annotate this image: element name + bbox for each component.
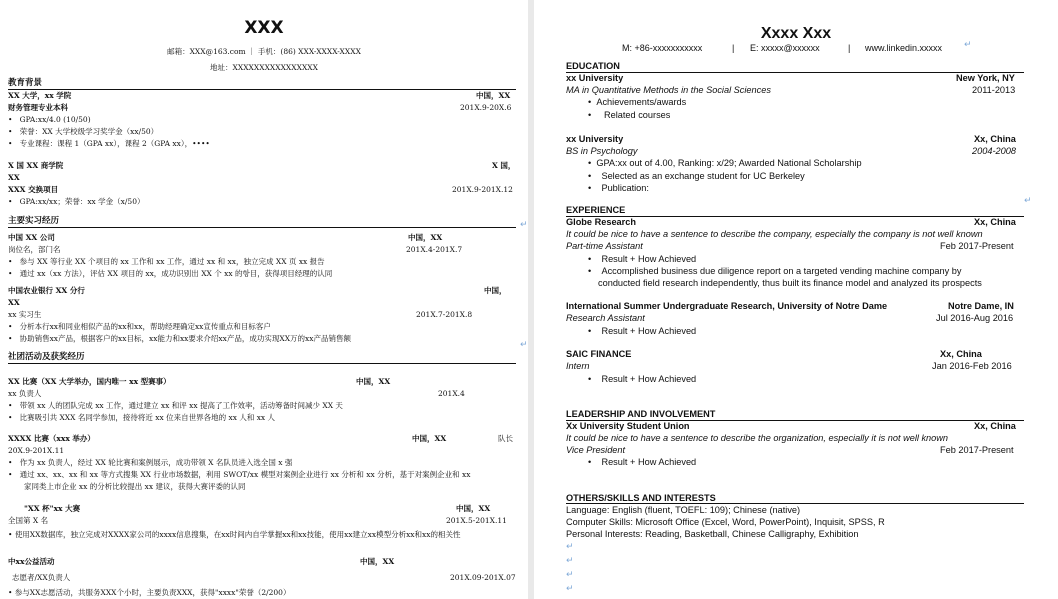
paragraph-mark-icon: ↵ <box>566 570 574 580</box>
paragraph-mark-icon: ↵ <box>964 40 972 50</box>
list-item: • 专业课程：课程 1（GPA xx），课程 2（GPA xx），•••• <box>8 139 210 148</box>
school-location: X 国， <box>492 161 516 170</box>
list-item: • 作为 xx 负责人，经过 XX 轮比赛和案例展示，成功带领 X 名队员进入选全国 x 强 <box>8 458 293 467</box>
leadership-role: Vice President <box>566 445 626 455</box>
company-location: 中国，XX <box>408 233 443 242</box>
organization-description: It could be nice to have a sentence to describe the organization, especially it is not well known <box>566 433 949 443</box>
activity-date: 20X.9-201X.11 <box>8 446 65 455</box>
section-heading-internship: 主要实习经历 <box>8 216 60 226</box>
paragraph-mark-icon: ↵ <box>566 584 574 594</box>
list-item: • 比赛吸引共 XXX 名同学参加，接待将近 xx 位来自世界各地的 xx 人和 xx 人 <box>8 413 276 422</box>
list-item: • 分析本行xx和同业相似产品的xx和xx，帮助经理确定xx宣传重点和目标客户 <box>8 322 271 331</box>
list-item: • Achievements/awards <box>588 97 687 107</box>
list-item: • 荣誉：XX 大学校级学习奖学金（xx/50） <box>8 127 159 136</box>
company-name: 中国农业银行 XX 分行 <box>8 286 85 295</box>
list-item: • Result + How Achieved <box>588 254 697 264</box>
list-item: • 参与 XX 等行业 XX 个项目的 xx 工作和 xx 工作，通过 xx 和 xx，独立完成 XX 页 xx 报告 <box>8 257 325 266</box>
university-name: xx University <box>566 134 624 144</box>
list-item: • Related courses <box>588 110 671 120</box>
company-location: Notre Dame, IN <box>948 301 1014 311</box>
activity-date: 201X.5-201X.11 <box>446 516 507 525</box>
activity-role: 志愿者/XX负责人 <box>12 573 71 582</box>
address-line: 地址：XXXXXXXXXXXXXXXX <box>210 63 318 72</box>
company-name: International Summer Undergraduate Research, University of Notre Dame <box>566 301 888 311</box>
leadership-date: Feb 2017-Present <box>940 445 1014 455</box>
list-item: • 带领 xx 人的团队完成 xx 工作，通过建立 xx 和评 xx 提高了工作效率，活动筹备时间减少 XX 天 <box>8 401 343 410</box>
list-item: • 使用XX数据库，独立完成对XXXX家公司的xxxx信息搜集，在xx时间内自学掌握xx和xx技能，使用xx建立xx模型分析xx和xx的相关性 <box>8 530 461 539</box>
list-item: • 通过 xx、xx、xx 和 xx 等方式搜集 XX 行业市场数据，利用 SWOT/xx 模型对案例企业进行 xx 分析和 xx 分析，基于对案例企业和 xx <box>8 470 471 479</box>
skills-interests: Personal Interests: Reading, Basketball, Chinese Calligraphy, Exhibition <box>566 529 859 539</box>
section-heading-education: 教育背景 <box>8 78 43 88</box>
list-item: • 协助销售xx产品，根据客户的xx目标，xx能力和xx要求介绍xx产品，成功实现XX万的xx产品销售额 <box>8 334 352 343</box>
paragraph-mark-icon: ↵ <box>520 340 528 350</box>
job-role: Research Assistant <box>566 313 645 323</box>
list-item: • GPA:xx/xx；荣誉：xx 学金（x/50） <box>8 197 145 206</box>
school-name: X 国 XX 商学院 <box>8 161 64 170</box>
chinese-resume-page <box>0 0 528 599</box>
activity-date: 201X.4 <box>438 389 465 398</box>
university-location: New York, NY <box>956 73 1015 83</box>
degree-date: 2011-2013 <box>972 85 1016 95</box>
paragraph-mark-icon: ↵ <box>520 220 528 230</box>
contact-mobile: M: +86-xxxxxxxxxxx <box>622 43 703 53</box>
contact-separator: | <box>732 43 735 53</box>
company-location: 中国， <box>484 286 507 295</box>
activity-location: 中国，XX <box>412 434 447 443</box>
activity-location: 中国，XX <box>456 504 491 513</box>
job-role: xx 实习生 <box>8 310 42 319</box>
list-item: • 参与XX志愿活动，共服务XXX个小时，主要负责XXX，获得"xxxx"荣誉（2/200） <box>8 588 291 597</box>
job-date: Jan 2016-Feb 2016 <box>932 361 1012 371</box>
contact-line: 邮箱：XXX@163.com ｜ 手机：(86) XXX-XXXX-XXXX <box>167 47 361 56</box>
list-item-cont: 家同类上市企业 xx 的分析比较提出 xx 建议，获得大赛评委的认同 <box>24 482 246 491</box>
job-date: Feb 2017-Present <box>940 241 1014 251</box>
section-heading-education: EDUCATION <box>566 61 620 71</box>
paragraph-mark-icon: ↵ <box>1024 196 1032 206</box>
list-item: • GPA:xx/4.0 (10/50) <box>8 115 91 124</box>
section-heading-activities: 社团活动及获奖经历 <box>8 352 85 362</box>
job-date: Jul 2016-Aug 2016 <box>936 313 1014 323</box>
section-heading-others: OTHERS/SKILLS AND INTERESTS <box>566 493 716 503</box>
list-item: • 通过 xx（xx 方法），评估 XX 项目的 xx，成功识别出 XX 个 xx 的항目，获得项目经理的认同 <box>8 269 333 278</box>
organization-name: Xx University Student Union <box>566 421 690 431</box>
company-location: Xx, China <box>974 217 1016 227</box>
activity-title: 中xx公益活动 <box>8 557 55 566</box>
list-item: • Publication: <box>588 183 649 193</box>
list-item: • Accomplished business due diligence report on a targeted vending machine company by <box>588 266 962 276</box>
job-date: 201X.4-201X.7 <box>406 245 463 254</box>
activity-role: 全国第 X 名 <box>8 516 49 525</box>
activity-title: XXXX 比赛（xxx 举办） <box>8 434 95 443</box>
school-location-cont: XX <box>8 173 20 182</box>
job-role: Intern <box>566 361 590 371</box>
school-name: XX 大学，xx 学院 <box>8 91 72 100</box>
school-location: 中国，XX <box>476 91 511 100</box>
list-item: • Result + How Achieved <box>588 326 697 336</box>
resume-name: XXX <box>244 18 284 38</box>
list-item-cont: conducted field research independently, thus built its finance model and analyzed its prospects <box>598 278 982 288</box>
activity-date: 201X.09-201X.07 <box>450 573 516 582</box>
program-name: XXX 交换项目 <box>8 185 59 194</box>
job-role: Part-time Assistant <box>566 241 643 251</box>
company-description: It could be nice to have a sentence to describe the company, especially the company is not well known <box>566 229 983 239</box>
skills-language: Language: English (fluent, TOEFL: 109); Chinese (native) <box>566 505 801 515</box>
activity-location: 中国，XX <box>356 377 391 386</box>
university-name: xx University <box>566 73 624 83</box>
contact-email: E: xxxxx@xxxxxx <box>750 43 820 53</box>
contact-separator: | <box>848 43 851 53</box>
organization-location: Xx, China <box>974 421 1016 431</box>
company-name: 中国 XX 公司 <box>8 233 55 242</box>
degree: MA in Quantitative Methods in the Social Sciences <box>566 85 771 95</box>
company-name: SAIC FINANCE <box>566 349 632 359</box>
university-location: Xx, China <box>974 134 1016 144</box>
list-item: • Result + How Achieved <box>588 374 697 384</box>
company-name: Globe Research <box>566 217 636 227</box>
section-heading-leadership: LEADERSHIP AND INVOLVEMENT <box>566 409 716 419</box>
english-resume-page <box>534 0 1058 599</box>
resume-name: Xxxx Xxx <box>760 25 832 42</box>
list-item: • Result + How Achieved <box>588 457 697 467</box>
activity-title: "XX 杯"xx 大赛 <box>24 504 81 513</box>
program-date: 201X.9-201X.12 <box>452 185 513 194</box>
activity-role: 队长 <box>498 434 513 443</box>
section-rule <box>8 363 516 364</box>
paragraph-mark-icon: ↵ <box>566 542 574 552</box>
school-date: 201X.9-20X.6 <box>460 103 512 112</box>
school-major: 财务管理专业本科 <box>8 103 68 112</box>
company-location-cont: XX <box>8 298 20 307</box>
section-heading-experience: EXPERIENCE <box>566 205 626 215</box>
degree: BS in Psychology <box>566 146 638 156</box>
list-item: • GPA:xx out of 4.00, Ranking: x/29; Awarded National Scholarship <box>588 158 862 168</box>
job-role: 岗位名，部门名 <box>8 245 61 254</box>
degree-date: 2004-2008 <box>972 146 1016 156</box>
section-rule <box>8 227 516 228</box>
company-location: Xx, China <box>940 349 982 359</box>
activity-location: 中国，XX <box>360 557 395 566</box>
activity-title: XX 比赛（XX 大学举办，国内唯一 xx 型赛事） <box>8 377 171 386</box>
section-rule <box>8 89 516 90</box>
list-item: • Selected as an exchange student for UC Berkeley <box>588 171 805 181</box>
contact-website: www.linkedin.xxxxx <box>865 43 943 53</box>
skills-computer: Computer Skills: Microsoft Office (Excel, Word, PowerPoint), Inquisit, SPSS, R <box>566 517 885 527</box>
paragraph-mark-icon: ↵ <box>566 556 574 566</box>
job-date: 201X.7-201X.8 <box>416 310 473 319</box>
activity-role: xx 负责人 <box>8 389 42 398</box>
